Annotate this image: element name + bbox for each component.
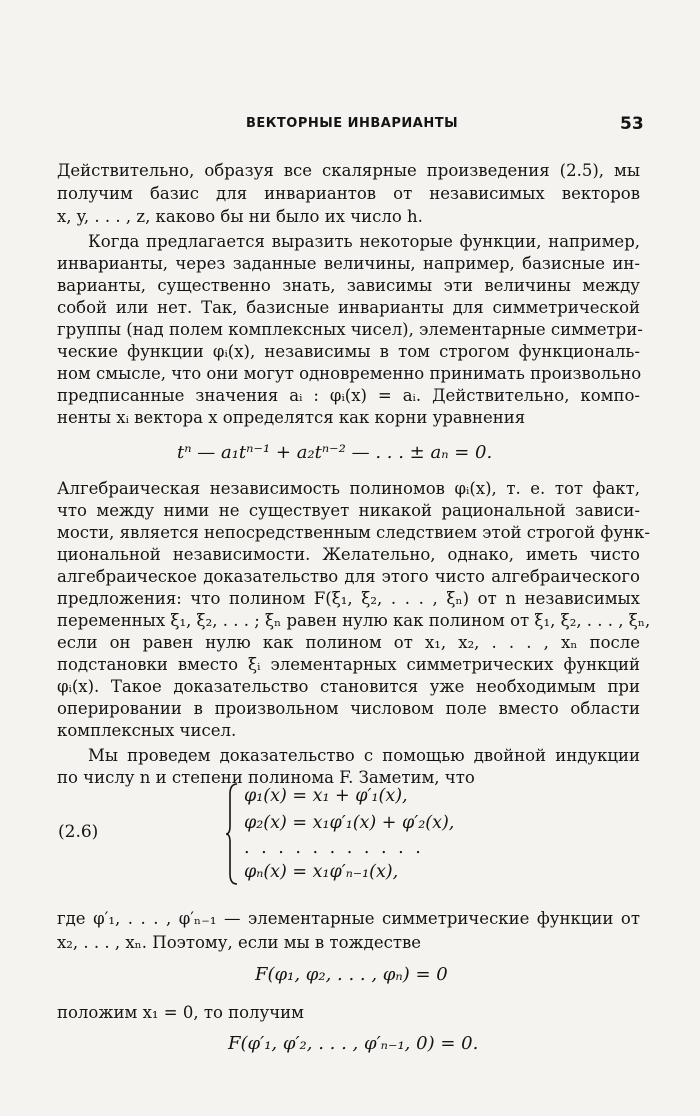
system-row: φ₁(x) = x₁ + φ′₁(x), [244, 786, 408, 806]
identity-formula: F(φ₁, φ₂, . . . , φₙ) = 0 [255, 964, 448, 985]
result-formula: F(φ′₁, φ′₂, . . . , φ′ₙ₋₁, 0) = 0. [228, 1033, 479, 1054]
text-line: Когда предлагается выразить некоторые функции, например, [88, 232, 640, 251]
text-line: мости, является непосредственным следствием этой строгой функ- [57, 523, 650, 542]
text-line: ческие функции φᵢ(x), независимы в том строгом функциональ- [57, 342, 640, 361]
text-line: варианты, существенно знать, зависимы эти величины между [57, 276, 640, 295]
text-line: алгебраическое доказательство для этого чисто алгебраического [57, 567, 640, 586]
text-line: если он равен нулю как полином от x₁, x₂, . . . , xₙ после [57, 633, 640, 652]
text-line: инварианты, через заданные величины, например, базисные ин- [57, 254, 640, 273]
text-line: где φ′₁, . . . , φ′ₙ₋₁ — элементарные симметрические функции от [57, 909, 640, 928]
text-line: комплексных чисел. [57, 721, 237, 740]
page-number: 53 [620, 114, 644, 134]
system-row: . . . . . . . . . . . [244, 838, 424, 858]
text-line: предписанные значения aᵢ : φᵢ(x) = aᵢ. Действительно, компо- [57, 386, 640, 405]
text-line: Мы проведем доказательство с помощью двойной индукции [88, 746, 640, 765]
text-line: ном смысле, что они могут одновременно принимать произвольно [57, 364, 642, 383]
text-line: ненты xᵢ вектора x определятся как корни уравнения [57, 408, 526, 427]
text-line: x, y, . . . , z, каково бы ни было их число h. [57, 207, 423, 226]
system-row: φ₂(x) = x₁φ′₁(x) + φ′₂(x), [244, 813, 455, 833]
left-brace-icon [226, 782, 238, 886]
running-header: ВЕКТОРНЫЕ ИНВАРИАНТЫ [246, 116, 459, 131]
text-line: что между ними не существует никакой рациональной зависи- [57, 501, 640, 520]
text-line: собой или нет. Так, базисные инварианты для симметрической [57, 298, 640, 317]
text-line: Алгебраическая независимость полиномов φᵢ(x), т. е. тот факт, [57, 479, 640, 498]
text-line: циональной независимости. Желательно, однако, иметь чисто [57, 545, 640, 564]
text-line: по числу n и степени полинома F. Заметим, что [57, 768, 475, 787]
text-line: подстановки вместо ξᵢ элементарных симметрических функций [57, 655, 640, 674]
system-row: φₙ(x) = x₁φ′ₙ₋₁(x), [244, 862, 399, 882]
text-line: φᵢ(x). Такое доказательство становится уже необходимым при [57, 677, 640, 696]
text-line: получим базис для инвариантов от независимых векторов [57, 184, 640, 203]
text-line: переменных ξ₁, ξ₂, . . . ; ξₙ равен нулю как полином от ξ₁, ξ₂, . . . , ξₙ, [57, 611, 651, 630]
text-line: предложения: что полином F(ξ₁, ξ₂, . . . , ξₙ) от n независимых [57, 589, 640, 608]
text-line: группы (над полем комплексных чисел), элементарные симметри- [57, 320, 643, 339]
equation-label: (2.6) [58, 822, 99, 842]
text-line: Действительно, образуя все скалярные произведения (2.5), мы [57, 161, 640, 180]
text-line: x₂, . . . , xₙ. Поэтому, если мы в тождестве [57, 933, 422, 952]
text-line: оперировании в произвольном числовом поле вместо области [57, 699, 640, 718]
text-line: положим x₁ = 0, то получим [57, 1003, 304, 1022]
characteristic-equation: tⁿ — a₁tⁿ⁻¹ + a₂tⁿ⁻² — . . . ± aₙ = 0. [177, 442, 493, 463]
